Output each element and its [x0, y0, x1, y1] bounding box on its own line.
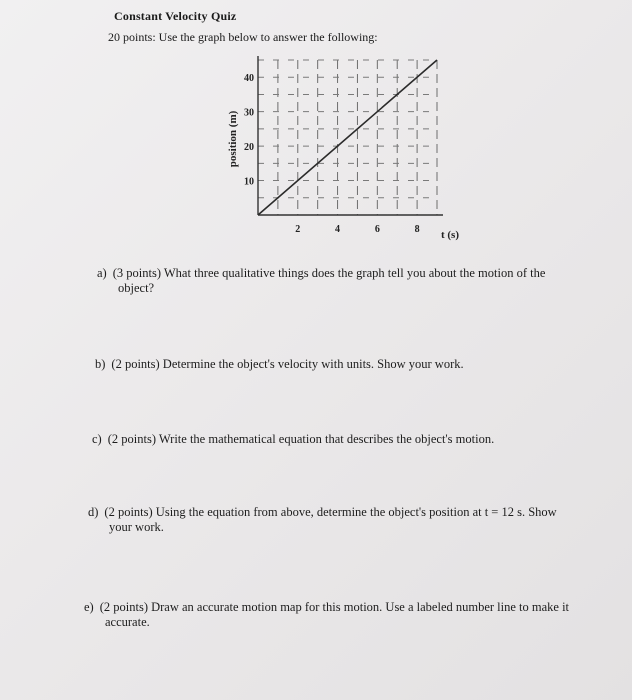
question-text: (2 points) Draw an accurate motion map for this motion. Use a labeled number line to make it — [99, 600, 570, 614]
instructions: 20 points: Use the graph below to answer the following: — [108, 30, 378, 44]
y-tick-label: 30 — [244, 107, 254, 119]
series-line-position — [258, 60, 437, 215]
question-label: b) — [95, 357, 106, 371]
question-text: (2 points) Using the equation from above, determine the object's position at t = 12 s. Show — [104, 505, 557, 519]
question-e — [84, 600, 632, 630]
y-axis-label: position (m) — [227, 110, 239, 168]
question-label: a) — [97, 266, 107, 280]
question-b — [95, 357, 464, 372]
question-text-continued: your work. — [109, 520, 164, 534]
question-text-continued: accurate. — [105, 615, 150, 629]
question-text-continued: object? — [118, 281, 155, 295]
question-label: c) — [92, 432, 102, 446]
y-tick-label: 20 — [244, 142, 254, 154]
x-axis-label: t (s) — [440, 229, 460, 241]
question-c — [92, 432, 494, 447]
x-tick-label: 6 — [374, 224, 380, 235]
x-tick-label: 2 — [295, 224, 301, 235]
question-label: d) — [88, 505, 99, 519]
question-d — [88, 505, 618, 535]
y-tick-label: 10 — [244, 176, 254, 188]
question-text: (3 points) What three qualitative things does the graph tell you about the motion of the — [112, 266, 546, 280]
y-tick-label: 40 — [244, 73, 254, 85]
page-title: Constant Velocity Quiz — [114, 9, 237, 23]
question-a — [97, 266, 577, 296]
x-tick-label: 8 — [414, 224, 420, 235]
graph-marks — [244, 56, 443, 235]
question-text: (2 points) Write the mathematical equation that describes the object's motion. — [107, 432, 495, 446]
x-tick-label: 4 — [335, 224, 341, 235]
question-text: (2 points) Determine the object's velocity with units. Show your work. — [111, 357, 464, 371]
question-label: e) — [84, 600, 94, 614]
